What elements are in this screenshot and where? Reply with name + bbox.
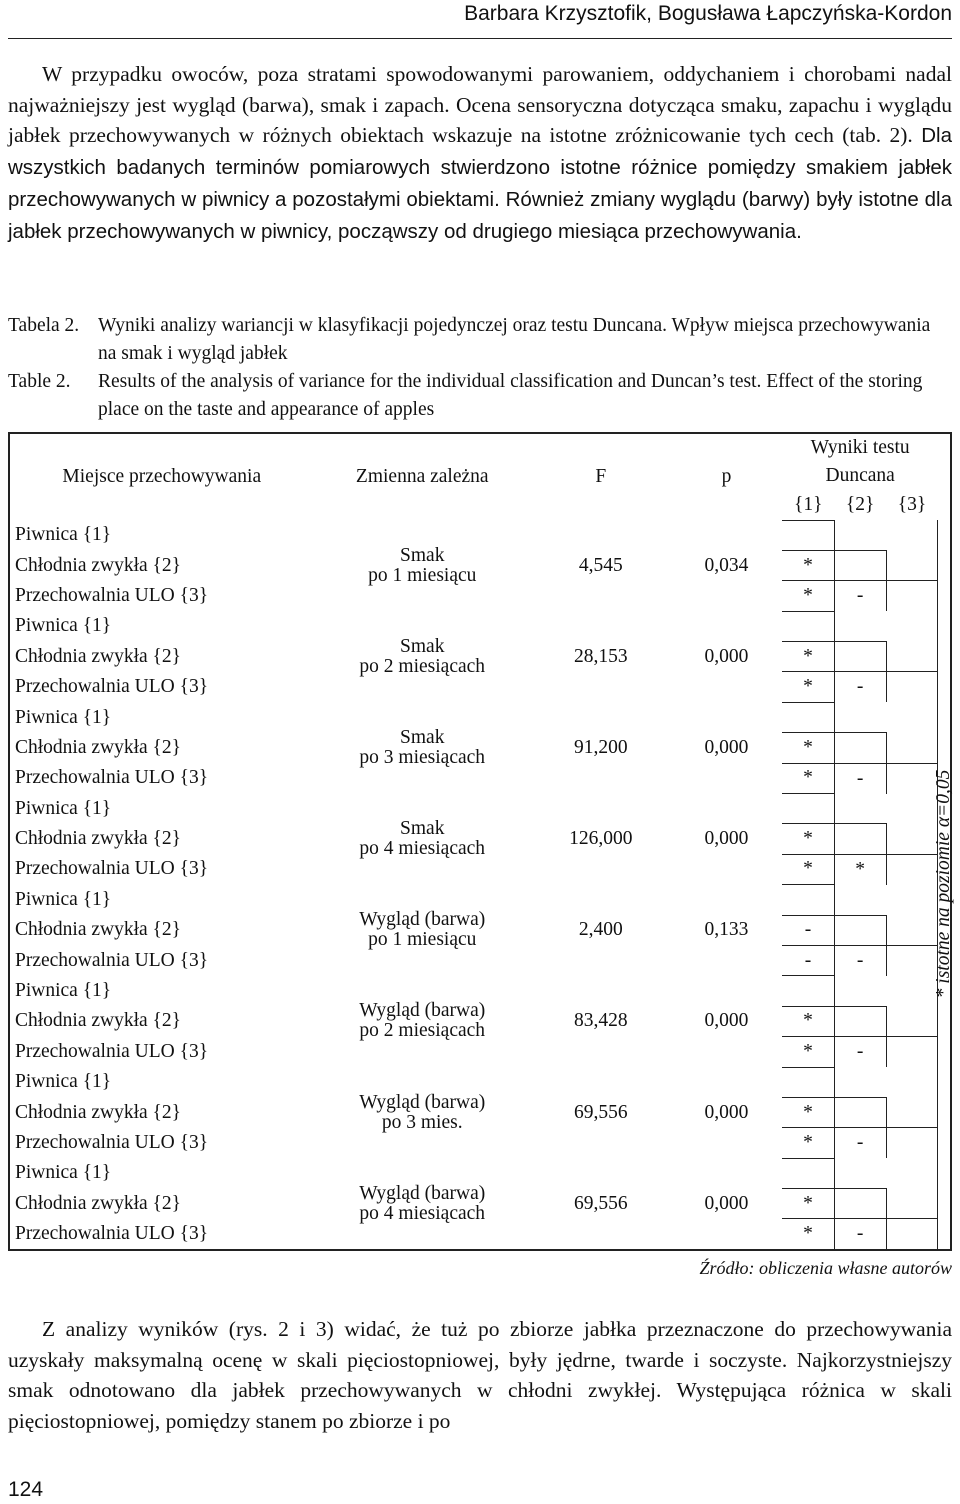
variable-name: Wygląd (barwa) bbox=[359, 1091, 486, 1113]
duncan-cell bbox=[782, 794, 834, 824]
duncan-cell bbox=[886, 885, 938, 915]
place-cell: Piwnica {1} bbox=[15, 1162, 112, 1184]
duncan-cell bbox=[886, 702, 938, 732]
variable-cell bbox=[314, 885, 531, 976]
duncan-cell bbox=[886, 642, 938, 672]
header-group-3: {3} bbox=[897, 494, 927, 516]
duncan-cell: * bbox=[782, 763, 834, 793]
place-cell: Przechowalnia ULO {3} bbox=[15, 1040, 209, 1062]
variable-period: po 3 mies. bbox=[381, 1111, 463, 1133]
duncan-cell bbox=[886, 976, 938, 1006]
variable-period: po 2 miesiącach bbox=[359, 655, 486, 677]
variable-name: Smak bbox=[400, 544, 445, 566]
duncan-cell bbox=[886, 1189, 938, 1219]
place-cell: Piwnica {1} bbox=[15, 706, 112, 728]
duncan-cell: * bbox=[782, 733, 834, 763]
duncan-cell: * bbox=[782, 1219, 834, 1250]
duncan-cell bbox=[782, 520, 834, 550]
significance-note-cell bbox=[933, 520, 955, 1250]
duncan-cell: - bbox=[834, 581, 886, 611]
header-f: F bbox=[595, 466, 607, 487]
duncan-cell bbox=[886, 550, 938, 580]
place-cell: Piwnica {1} bbox=[15, 888, 112, 910]
duncan-cell bbox=[834, 794, 886, 824]
table-row bbox=[9, 794, 951, 824]
duncan-cell bbox=[782, 885, 834, 915]
f-value: 83,428 bbox=[573, 1010, 628, 1032]
header-group-1: {1} bbox=[794, 493, 823, 515]
duncan-cell bbox=[886, 733, 938, 763]
duncan-cell: - bbox=[834, 1037, 886, 1067]
intro-sans-text: Dla wszystkich badanych terminów pomiarowych stwierdzono istotne różnice pomiędzy smakiem jabłek przechowywanych w piwnicy a pozostałymi obiektami. Również zmiany wyglądu (barwy) były istotne dla jabłek przechowywanych w piwnicy, począwszy od drugiego miesiąca przechowywania. bbox=[8, 124, 953, 243]
duncan-cell: * bbox=[782, 1128, 834, 1158]
duncan-cell bbox=[834, 733, 886, 763]
duncan-cell: * bbox=[782, 550, 834, 580]
variable-name: Smak bbox=[400, 818, 445, 840]
duncan-cell bbox=[886, 915, 938, 945]
duncan-cell: - bbox=[782, 915, 834, 945]
duncan-cell: * bbox=[782, 672, 834, 702]
caption-label-en: Table 2. bbox=[8, 371, 71, 392]
variable-period: po 1 miesiącu bbox=[368, 929, 477, 951]
duncan-cell bbox=[834, 611, 886, 641]
duncan-cell bbox=[782, 611, 834, 641]
duncan-cell: * bbox=[782, 1037, 834, 1067]
variable-name: Wygląd (barwa) bbox=[359, 909, 486, 931]
duncan-cell bbox=[782, 976, 834, 1006]
duncan-cell bbox=[834, 1067, 886, 1097]
duncan-cell bbox=[886, 763, 938, 793]
duncan-cell bbox=[886, 1219, 938, 1250]
duncan-cell: - bbox=[834, 672, 886, 702]
variable-cell bbox=[314, 520, 531, 611]
duncan-cell: - bbox=[782, 945, 834, 975]
duncan-cell bbox=[886, 945, 938, 975]
header-p: p bbox=[721, 466, 732, 487]
duncan-cell: * bbox=[782, 1097, 834, 1127]
duncan-cell bbox=[834, 1006, 886, 1036]
table-row bbox=[9, 885, 951, 915]
place-cell: Piwnica {1} bbox=[15, 797, 112, 819]
variable-cell bbox=[314, 794, 531, 885]
duncan-cell: * bbox=[782, 1189, 834, 1219]
duncan-cell: * bbox=[782, 824, 834, 854]
significance-note: * istotne na poziomie α=0,05 bbox=[933, 770, 955, 999]
duncan-cell bbox=[782, 1158, 834, 1188]
f-value: 4,545 bbox=[578, 554, 623, 576]
caption-text-en: Results of the analysis of variance for the individual classification and Duncan’s test. Effect of the storing place on the taste and appearance of apples bbox=[98, 371, 923, 420]
duncan-cell bbox=[834, 520, 886, 550]
header-variable: Zmienna zależna bbox=[355, 466, 489, 487]
f-value: 126,000 bbox=[569, 828, 633, 850]
table-row bbox=[9, 611, 951, 641]
header-duncan-line2: Duncana bbox=[825, 465, 895, 487]
variable-period: po 2 miesiącach bbox=[359, 1020, 486, 1042]
p-value: 0,133 bbox=[704, 919, 749, 941]
table-row bbox=[9, 1158, 951, 1188]
caption-text-pl: Wyniki analizy wariancji w klasyfikacji pojedynczej oraz testu Duncana. Wpływ miejsca przechowywania na smak i wygląd jabłek bbox=[98, 315, 931, 364]
variable-cell bbox=[314, 611, 531, 702]
duncan-cell bbox=[886, 611, 938, 641]
place-cell: Chłodnia zwykła {2} bbox=[15, 1010, 182, 1032]
p-value: 0,034 bbox=[704, 554, 749, 576]
anova-results-table bbox=[8, 432, 955, 1251]
duncan-cell bbox=[834, 702, 886, 732]
running-header-authors: Barbara Krzysztofik, Bogusława Łapczyńska-Kordon bbox=[464, 2, 952, 25]
header-duncan-line1: Wyniki testu bbox=[810, 437, 910, 459]
variable-name: Smak bbox=[400, 635, 445, 657]
p-value: 0,000 bbox=[704, 1101, 749, 1123]
duncan-cell: * bbox=[782, 581, 834, 611]
table-source-note: Źródło: obliczenia własne autorów bbox=[699, 1258, 952, 1278]
duncan-cell: - bbox=[834, 945, 886, 975]
table-caption bbox=[8, 312, 952, 424]
conclusion-paragraph: Z analizy wyników (rys. 2 i 3) widać, że tuż po zbiorze jabłka przeznaczone do przechowywania uzyskały maksymalną ocenę w skali pięciostopniowej, były jędrne, twarde i soczyste. Najkorzystniejszy smak odnotowano dla jabłek przechowywanych w chłodni zwykłej. Występująca różnica w skali pięciostopniowej, pomiędzy stanem po zbiorze i po bbox=[8, 1317, 952, 1434]
variable-cell bbox=[314, 1158, 531, 1250]
variable-period: po 3 miesiącach bbox=[359, 746, 486, 768]
table-header-row bbox=[9, 433, 951, 462]
duncan-cell bbox=[886, 1006, 938, 1036]
place-cell: Przechowalnia ULO {3} bbox=[15, 858, 209, 880]
f-value: 28,153 bbox=[573, 645, 628, 667]
place-cell: Przechowalnia ULO {3} bbox=[15, 1222, 209, 1244]
p-value: 0,000 bbox=[704, 1010, 749, 1032]
variable-period: po 4 miesiącach bbox=[359, 1202, 486, 1224]
header-group-2: {2} bbox=[845, 494, 875, 516]
place-cell: Chłodnia zwykła {2} bbox=[15, 554, 182, 576]
duncan-cell: - bbox=[834, 1128, 886, 1158]
variable-name: Wygląd (barwa) bbox=[359, 1182, 486, 1204]
duncan-cell bbox=[886, 794, 938, 824]
p-value: 0,000 bbox=[704, 736, 749, 758]
table-row bbox=[9, 1067, 951, 1097]
variable-cell bbox=[314, 1067, 531, 1158]
place-cell: Piwnica {1} bbox=[15, 980, 112, 1002]
duncan-cell bbox=[886, 824, 938, 854]
place-cell: Przechowalnia ULO {3} bbox=[15, 767, 209, 789]
duncan-cell bbox=[834, 1097, 886, 1127]
p-value: 0,000 bbox=[704, 1192, 749, 1214]
variable-name: Smak bbox=[400, 726, 445, 748]
f-value: 69,556 bbox=[573, 1192, 628, 1214]
table-row bbox=[9, 520, 951, 550]
duncan-cell bbox=[886, 1158, 938, 1188]
p-value: 0,000 bbox=[704, 645, 749, 667]
duncan-cell: * bbox=[782, 854, 834, 884]
variable-cell bbox=[314, 976, 531, 1067]
variable-period: po 4 miesiącach bbox=[359, 838, 486, 860]
page-number: 124 bbox=[8, 1478, 44, 1501]
intro-serif-text: W przypadku owoców, poza stratami spowodowanymi parowaniem, oddychaniem i chorobami nadal najważniejszy jest wygląd (barwa), smak i zapach. Ocena sensoryczna dotycząca smaku, zapachu i wyglądu jabłek przechowywanych w różnych obiektach wskazuje na istotne zróżnicowanie tych cech (tab. 2). bbox=[8, 62, 952, 148]
place-cell: Przechowalnia ULO {3} bbox=[15, 949, 209, 971]
caption-label-pl: Tabela 2. bbox=[8, 315, 80, 336]
variable-period: po 1 miesiącu bbox=[368, 564, 477, 586]
duncan-cell bbox=[834, 824, 886, 854]
variable-name: Wygląd (barwa) bbox=[359, 1000, 486, 1022]
place-cell: Chłodnia zwykła {2} bbox=[15, 645, 182, 667]
duncan-cell bbox=[886, 1097, 938, 1127]
duncan-cell: * bbox=[834, 854, 886, 884]
duncan-cell: * bbox=[782, 1006, 834, 1036]
header-rule bbox=[8, 38, 952, 39]
duncan-cell bbox=[886, 520, 938, 550]
duncan-cell: - bbox=[834, 1219, 886, 1250]
duncan-cell: * bbox=[782, 642, 834, 672]
p-value: 0,000 bbox=[704, 828, 749, 850]
intro-paragraph bbox=[8, 59, 952, 247]
duncan-cell bbox=[886, 1128, 938, 1158]
duncan-cell bbox=[834, 550, 886, 580]
place-cell: Piwnica {1} bbox=[15, 524, 112, 546]
table-row bbox=[9, 702, 951, 732]
place-cell: Chłodnia zwykła {2} bbox=[15, 736, 182, 758]
duncan-cell bbox=[886, 1067, 938, 1097]
duncan-cell: - bbox=[834, 763, 886, 793]
header-place: Miejsce przechowywania bbox=[62, 466, 262, 487]
place-cell: Chłodnia zwykła {2} bbox=[15, 1101, 182, 1123]
duncan-cell bbox=[834, 1189, 886, 1219]
place-cell: Chłodnia zwykła {2} bbox=[15, 828, 182, 850]
place-cell: Piwnica {1} bbox=[15, 1071, 112, 1093]
place-cell: Przechowalnia ULO {3} bbox=[15, 676, 209, 698]
duncan-cell bbox=[782, 702, 834, 732]
f-value: 69,556 bbox=[573, 1101, 628, 1123]
f-value: 91,200 bbox=[573, 736, 628, 758]
place-cell: Piwnica {1} bbox=[15, 615, 112, 637]
duncan-cell bbox=[834, 1158, 886, 1188]
place-cell: Chłodnia zwykła {2} bbox=[15, 1192, 182, 1214]
duncan-cell bbox=[834, 915, 886, 945]
variable-cell bbox=[314, 702, 531, 793]
duncan-cell bbox=[782, 1067, 834, 1097]
duncan-cell bbox=[886, 1037, 938, 1067]
duncan-cell bbox=[886, 672, 938, 702]
f-value: 2,400 bbox=[578, 919, 623, 941]
table-row bbox=[9, 976, 951, 1006]
duncan-cell bbox=[834, 976, 886, 1006]
duncan-cell bbox=[886, 854, 938, 884]
place-cell: Przechowalnia ULO {3} bbox=[15, 1132, 209, 1153]
place-cell: Chłodnia zwykła {2} bbox=[15, 919, 182, 941]
place-cell: Przechowalnia ULO {3} bbox=[15, 584, 209, 606]
duncan-cell bbox=[886, 581, 938, 611]
duncan-cell bbox=[834, 885, 886, 915]
duncan-cell bbox=[834, 642, 886, 672]
